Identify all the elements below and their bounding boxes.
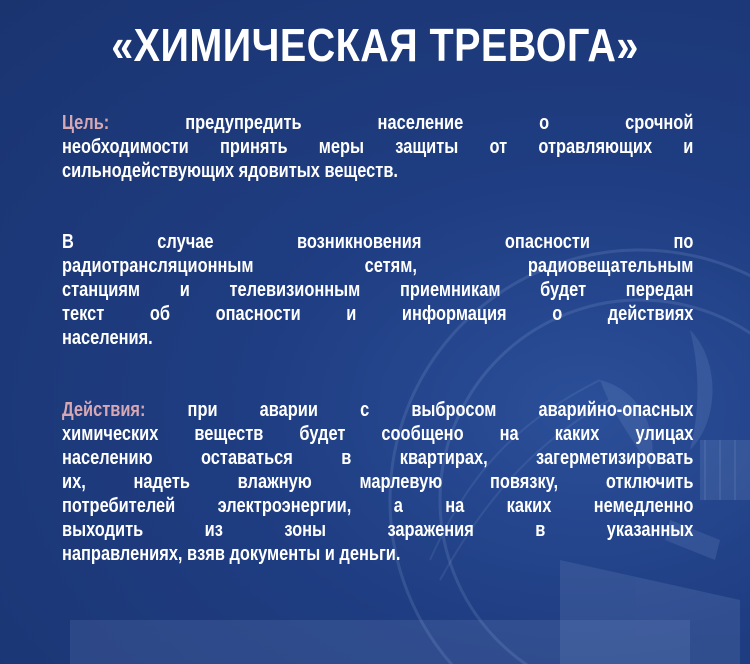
- case-line-2: радиотрансляционным сетям, радиовещательным: [62, 255, 694, 277]
- actions-line-1: [62, 398, 693, 422]
- actions-paragraph: [62, 398, 694, 566]
- goal-line-2: необходимости принять меры защиты от отравляющих и: [62, 136, 694, 158]
- case-paragraph: [62, 230, 694, 350]
- goal-label: Цель:: [62, 112, 110, 134]
- actions-line-3: населению оставаться в квартирах, загерметизировать: [62, 447, 694, 469]
- goal-line-3: сильнодействующих ядовитых веществ.: [62, 160, 398, 182]
- case-line-3: станциям и телевизионным приемникам будет передан: [62, 279, 694, 301]
- actions-line-5: потребителей электроэнергии, а на каких немедленно: [62, 495, 694, 517]
- case-line-4: текст об опасности и информация о действиях: [62, 303, 694, 325]
- goal-text-1: предупредить население о срочной: [109, 112, 694, 134]
- case-line-5: населения.: [62, 327, 153, 349]
- actions-line-4: их, надеть влажную марлевую повязку, отключить: [62, 471, 694, 493]
- page-title: «ХИМИЧЕСКАЯ ТРЕВОГА»: [111, 19, 639, 71]
- goal-paragraph: [62, 111, 694, 183]
- actions-line-7: направлениях, взяв документы и деньги.: [62, 543, 401, 565]
- actions-label: Действия:: [62, 399, 146, 421]
- actions-line-6: выходить из зоны заражения в указанных: [62, 519, 694, 541]
- actions-text-1: при аварии с выбросом аварийно-опасных: [145, 399, 694, 421]
- goal-line-1: [62, 111, 693, 135]
- case-line-1: В случае возникновения опасности по: [62, 231, 694, 253]
- actions-line-2: химических веществ будет сообщено на каких улицах: [62, 423, 694, 445]
